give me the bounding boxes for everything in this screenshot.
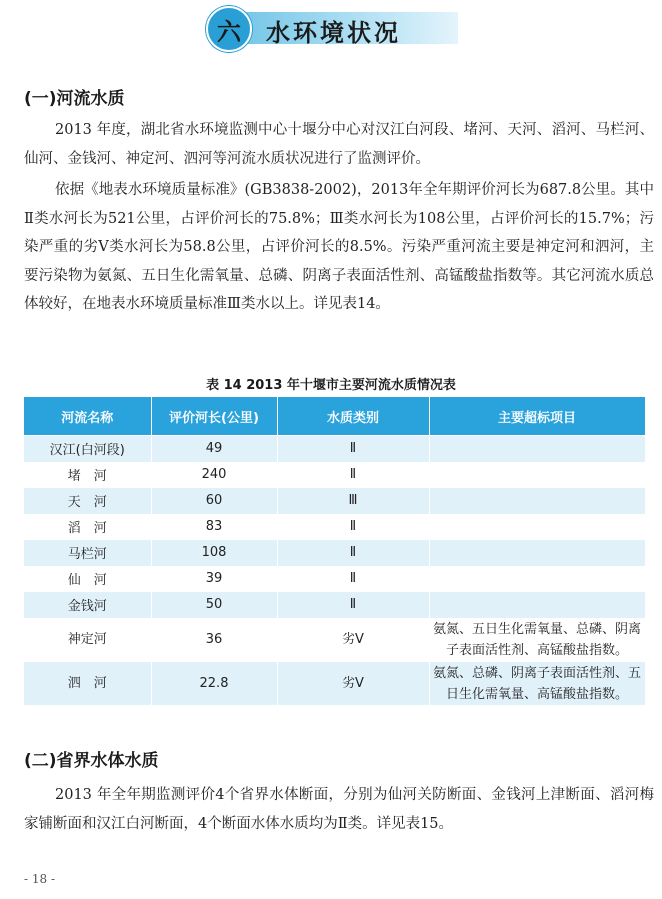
- section-heading-boundary-water: (二)省界水体水质: [24, 751, 159, 771]
- table-row: [24, 618, 645, 662]
- cell-length: 83: [151, 514, 277, 540]
- cell-exceed: [429, 488, 645, 514]
- column-header-exceed: 主要超标项目: [429, 397, 645, 436]
- cell-class: Ⅱ: [277, 514, 429, 540]
- cell-length: 39: [151, 566, 277, 592]
- cell-class: Ⅲ: [277, 488, 429, 514]
- cell-class: Ⅱ: [277, 436, 429, 462]
- table-row: [24, 592, 645, 618]
- cell-length: 60: [151, 488, 277, 514]
- cell-river: 天 河: [24, 488, 151, 514]
- paragraph-assessment: 依据《地表水环境质量标准》(GB3838-2002)，2013年全年期评价河长为687.8公里。其中Ⅱ类水河长为521公里，占评价河长的75.8%；Ⅲ类水河长为108公里，占评价河长的15.7%；污染严重的劣Ⅴ类水河长为58.8公里，占评价河长的8.5%。污染严重河流主要是神定河和泗河，主要污染物为氨氮、五日生化需氧量、总磷、阴离子表面活性剂、高锰酸盐指数等。其它河流水质总体较好，在地表水环境质量标准Ⅲ类水以上。详见表14。: [24, 182, 654, 312]
- cell-exceed: [429, 462, 645, 488]
- cell-exceed: [429, 566, 645, 592]
- page-number: - 18 -: [24, 872, 56, 886]
- cell-exceed: 氨氮、总磷、阴离子表面活性剂、五日生化需氧量、高锰酸盐指数。: [429, 662, 645, 706]
- paragraph-boundary: 2013 年全年期监测评价4个省界水体断面，分别为仙河关防断面、金钱河上津断面、滔河梅家铺断面和汉江白河断面，4个断面水体水质均为Ⅱ类。详见表15。: [24, 787, 654, 832]
- cell-river: 泗 河: [24, 662, 151, 706]
- cell-exceed: 氨氮、五日生化需氧量、总磷、阴离子表面活性剂、高锰酸盐指数。: [429, 618, 645, 662]
- cell-river: 堵 河: [24, 462, 151, 488]
- cell-river: 神定河: [24, 618, 151, 662]
- cell-river: 马栏河: [24, 540, 151, 566]
- cell-river: 仙 河: [24, 566, 151, 592]
- cell-class: 劣Ⅴ: [277, 618, 429, 662]
- table-caption: 表 14 2013 年十堰市主要河流水质情况表: [206, 378, 456, 393]
- table-row: [24, 514, 645, 540]
- cell-exceed: [429, 592, 645, 618]
- cell-class: Ⅱ: [277, 592, 429, 618]
- chapter-title: 水环境状况: [266, 19, 401, 47]
- cell-river: 金钱河: [24, 592, 151, 618]
- section-heading-river-quality: (一)河流水质: [24, 89, 125, 109]
- table-row: [24, 662, 645, 706]
- cell-length: 50: [151, 592, 277, 618]
- chapter-banner: [206, 6, 458, 48]
- table-header-row: [24, 397, 645, 436]
- cell-length: 36: [151, 618, 277, 662]
- column-header-river: 河流名称: [24, 397, 151, 436]
- table-row: [24, 436, 645, 462]
- table-row: [24, 566, 645, 592]
- cell-exceed: [429, 540, 645, 566]
- cell-class: 劣Ⅴ: [277, 662, 429, 706]
- cell-exceed: [429, 436, 645, 462]
- cell-river: 汉江(白河段): [24, 436, 151, 462]
- cell-class: Ⅱ: [277, 462, 429, 488]
- cell-class: Ⅱ: [277, 540, 429, 566]
- cell-length: 108: [151, 540, 277, 566]
- cell-exceed: [429, 514, 645, 540]
- chapter-number-badge: 六: [206, 6, 252, 52]
- column-header-class: 水质类别: [277, 397, 429, 436]
- cell-length: 22.8: [151, 662, 277, 706]
- column-header-length: 评价河长(公里): [151, 397, 277, 436]
- cell-class: Ⅱ: [277, 566, 429, 592]
- river-quality-table: [24, 397, 646, 705]
- table-row: [24, 488, 645, 514]
- table-row: [24, 462, 645, 488]
- paragraph-intro: 2013 年度，湖北省水环境监测中心十堰分中心对汉江白河段、堵河、天河、滔河、马栏河、仙河、金钱河、神定河、泗河等河流水质状况进行了监测评价。: [24, 122, 654, 167]
- cell-length: 49: [151, 436, 277, 462]
- table-row: [24, 540, 645, 566]
- cell-river: 滔 河: [24, 514, 151, 540]
- cell-length: 240: [151, 462, 277, 488]
